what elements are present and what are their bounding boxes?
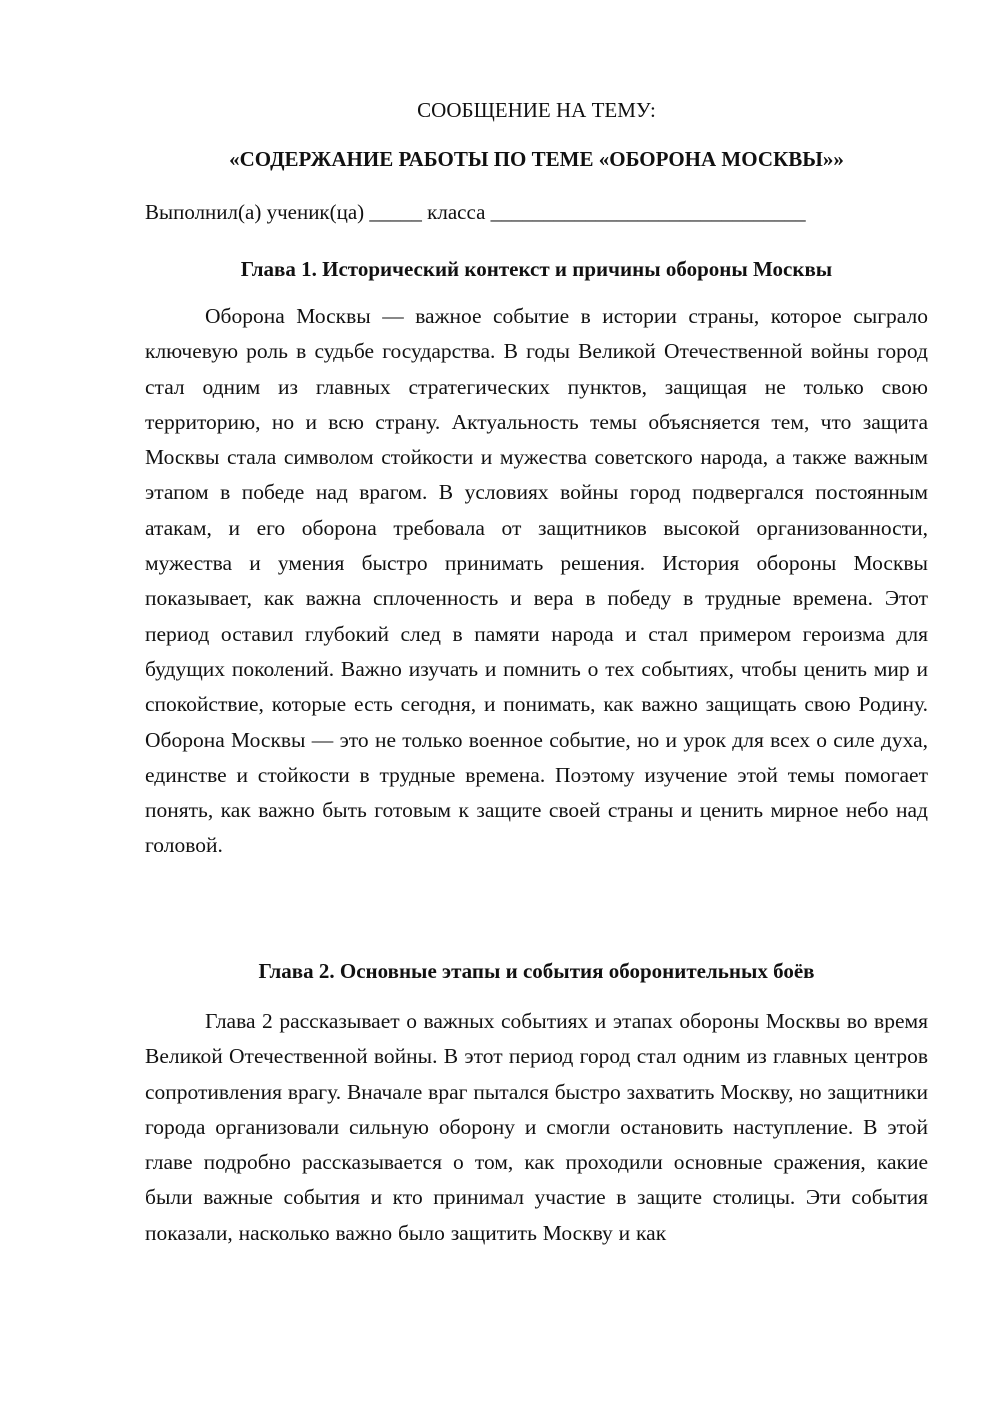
- chapter-1-paragraph: Оборона Москвы — важное событие в истории страны, которое сыграло ключевую роль в судьбе государства. В годы Великой Отечественной войны город стал одним из главных стратегических пунктов, защищая не только свою территорию, но и всю страну. Актуальность темы объясняется тем, что защита Москвы стала символом стойкости и мужества советского народа, а также важным этапом в победе над врагом. В условиях войны город подвергался постоянным атакам, и его оборона требовала от защитников высокой организованности, мужества и умения быстро принимать решения. История обороны Москвы показывает, как важна сплоченность и вера в победу в трудные времена. Этот период оставил глубокий след в памяти народа и стал примером героизма для будущих поколений. Важно изучать и помнить о тех событиях, чтобы ценить мир и спокойствие, которые есть сегодня, и понимать, как важно защищать свою Родину. Оборона Москвы — это не только военное событие, но и урок для всех о силе духа, единстве и стойкости в трудные времена. Поэтому изучение этой темы помогает понять, как важно быть готовым к защите своей страны и ценить мирное небо над головой.: [145, 304, 928, 858]
- document-heading-title: «СОДЕРЖАНИЕ РАБОТЫ ПО ТЕМЕ «ОБОРОНА МОСКВЫ»»: [229, 147, 844, 171]
- chapter-2-paragraph: Глава 2 рассказывает о важных событиях и этапах обороны Москвы во время Великой Отечественной войны. В этот период город стал одним из главных центров сопротивления врагу. Вначале враг пытался быстро захватить Москву, но защитники города организовали сильную оборону и смогли остановить наступление. В этой главе подробно рассказывается о том, как проходили основные сражения, какие были важные события и кто принимал участие в защите столицы. Эти события показали, насколько важно было защитить Москву и как: [145, 1009, 928, 1245]
- chapter-2-title: Глава 2. Основные этапы и события оборонительных боёв: [258, 959, 815, 983]
- author-line: Выполнил(а) ученик(ца) _____ класса ______________________________: [145, 200, 806, 224]
- chapter-1-title: Глава 1. Исторический контекст и причины обороны Москвы: [240, 257, 833, 281]
- document-heading-line1: СООБЩЕНИЕ НА ТЕМУ:: [417, 98, 656, 122]
